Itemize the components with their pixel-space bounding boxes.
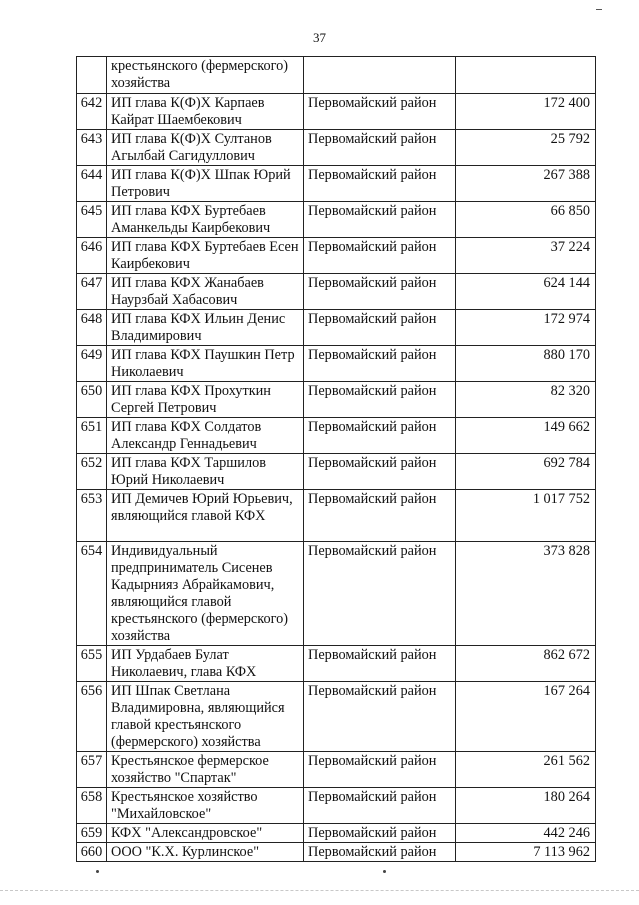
amount-cell: 66 850: [456, 202, 596, 238]
entity-name-cell: ИП глава КФХ Жанабаев Наурзбай Хабасович: [107, 274, 304, 310]
amount-cell: 267 388: [456, 166, 596, 202]
district-cell: Первомайский район: [304, 788, 456, 824]
row-number-cell: 656: [77, 682, 107, 752]
district-cell: Первомайский район: [304, 682, 456, 752]
table-row: [77, 752, 596, 788]
district-cell: Первомайский район: [304, 274, 456, 310]
amount-cell: 7 113 962: [456, 843, 596, 862]
register-table: [76, 56, 596, 862]
amount-cell: [456, 57, 596, 94]
entity-name-cell: ИП глава КФХ Буртебаев Есен Каирбекович: [107, 238, 304, 274]
row-number-cell: 653: [77, 490, 107, 542]
scan-speck: [383, 870, 386, 873]
row-number-cell: 649: [77, 346, 107, 382]
entity-name-cell: ООО "К.Х. Курлинское": [107, 843, 304, 862]
district-cell: Первомайский район: [304, 346, 456, 382]
entity-name-cell: крестьянского (фермерского) хозяйства: [107, 57, 304, 94]
row-number-cell: 645: [77, 202, 107, 238]
amount-cell: 624 144: [456, 274, 596, 310]
table-row: [77, 682, 596, 752]
entity-name-cell: ИП глава КФХ Прохуткин Сергей Петрович: [107, 382, 304, 418]
amount-cell: 149 662: [456, 418, 596, 454]
row-number-cell: 660: [77, 843, 107, 862]
district-cell: Первомайский район: [304, 310, 456, 346]
table-row: [77, 454, 596, 490]
entity-name-cell: ИП Шпак Светлана Владимировна, являющийся главой крестьянского (фермерского) хозяйства: [107, 682, 304, 752]
scan-speck: [96, 870, 99, 873]
row-number-cell: 655: [77, 646, 107, 682]
entity-name-cell: ИП глава КФХ Ильин Денис Владимирович: [107, 310, 304, 346]
page-number: 37: [313, 30, 326, 45]
amount-cell: 442 246: [456, 824, 596, 843]
corner-mark: [596, 9, 602, 10]
entity-name-cell: ИП глава КФХ Буртебаев Аманкельды Каирбекович: [107, 202, 304, 238]
district-cell: Первомайский район: [304, 490, 456, 542]
row-number-cell: 642: [77, 94, 107, 130]
district-cell: Первомайский район: [304, 843, 456, 862]
table-row: [77, 130, 596, 166]
entity-name-cell: ИП Демичев Юрий Юрьевич, являющийся главой КФХ: [107, 490, 304, 542]
table-row: [77, 542, 596, 646]
amount-cell: 862 672: [456, 646, 596, 682]
table-row: [77, 166, 596, 202]
row-number-cell: 648: [77, 310, 107, 346]
entity-name-cell: ИП Урдабаев Булат Николаевич, глава КФХ: [107, 646, 304, 682]
amount-cell: 37 224: [456, 238, 596, 274]
row-number-cell: 646: [77, 238, 107, 274]
table-row: [77, 346, 596, 382]
entity-name-cell: ИП глава КФХ Солдатов Александр Геннадьевич: [107, 418, 304, 454]
entity-name-cell: Крестьянское хозяйство "Михайловское": [107, 788, 304, 824]
amount-cell: 180 264: [456, 788, 596, 824]
entity-name-cell: ИП глава КФХ Паушкин Петр Николаевич: [107, 346, 304, 382]
table-row: [77, 824, 596, 843]
table-row: [77, 238, 596, 274]
amount-cell: 373 828: [456, 542, 596, 646]
district-cell: Первомайский район: [304, 202, 456, 238]
amount-cell: 692 784: [456, 454, 596, 490]
table-row: [77, 94, 596, 130]
district-cell: Первомайский район: [304, 238, 456, 274]
district-cell: Первомайский район: [304, 454, 456, 490]
table-row: [77, 418, 596, 454]
row-number-cell: 658: [77, 788, 107, 824]
district-cell: Первомайский район: [304, 752, 456, 788]
row-number-cell: 644: [77, 166, 107, 202]
amount-cell: 167 264: [456, 682, 596, 752]
entity-name-cell: КФХ "Александровское": [107, 824, 304, 843]
entity-name-cell: ИП глава К(Ф)Х Карпаев Кайрат Шаембекович: [107, 94, 304, 130]
amount-cell: 261 562: [456, 752, 596, 788]
table-row: [77, 202, 596, 238]
entity-name-cell: Крестьянское фермерское хозяйство "Спартак": [107, 752, 304, 788]
amount-cell: 172 974: [456, 310, 596, 346]
row-number-cell: 643: [77, 130, 107, 166]
entity-name-cell: Индивидуальный предприниматель Сисенев Кадырнияз Абрайкамович, являющийся главой крестьянского (фермерского) хозяйства: [107, 542, 304, 646]
amount-cell: 25 792: [456, 130, 596, 166]
district-cell: Первомайский район: [304, 130, 456, 166]
table-row: [77, 788, 596, 824]
register-table-body: [77, 57, 596, 862]
table-row: [77, 57, 596, 94]
entity-name-cell: ИП глава К(Ф)Х Султанов Агылбай Сагидуллович: [107, 130, 304, 166]
row-number-cell: 651: [77, 418, 107, 454]
district-cell: Первомайский район: [304, 542, 456, 646]
table-row: [77, 310, 596, 346]
entity-name-cell: ИП глава КФХ Таршилов Юрий Николаевич: [107, 454, 304, 490]
table-row: [77, 490, 596, 542]
amount-cell: 172 400: [456, 94, 596, 130]
table-row: [77, 843, 596, 862]
district-cell: [304, 57, 456, 94]
district-cell: Первомайский район: [304, 166, 456, 202]
district-cell: Первомайский район: [304, 646, 456, 682]
amount-cell: 880 170: [456, 346, 596, 382]
district-cell: Первомайский район: [304, 94, 456, 130]
row-number-cell: 659: [77, 824, 107, 843]
district-cell: Первомайский район: [304, 382, 456, 418]
amount-cell: 1 017 752: [456, 490, 596, 542]
row-number-cell: 652: [77, 454, 107, 490]
row-number-cell: 654: [77, 542, 107, 646]
row-number-cell: 647: [77, 274, 107, 310]
row-number-cell: [77, 57, 107, 94]
row-number-cell: 650: [77, 382, 107, 418]
amount-cell: 82 320: [456, 382, 596, 418]
table-row: [77, 646, 596, 682]
table-row: [77, 274, 596, 310]
district-cell: Первомайский район: [304, 824, 456, 843]
table-row: [77, 382, 596, 418]
page-bottom-rule: [0, 890, 639, 891]
row-number-cell: 657: [77, 752, 107, 788]
district-cell: Первомайский район: [304, 418, 456, 454]
entity-name-cell: ИП глава К(Ф)Х Шпак Юрий Петрович: [107, 166, 304, 202]
